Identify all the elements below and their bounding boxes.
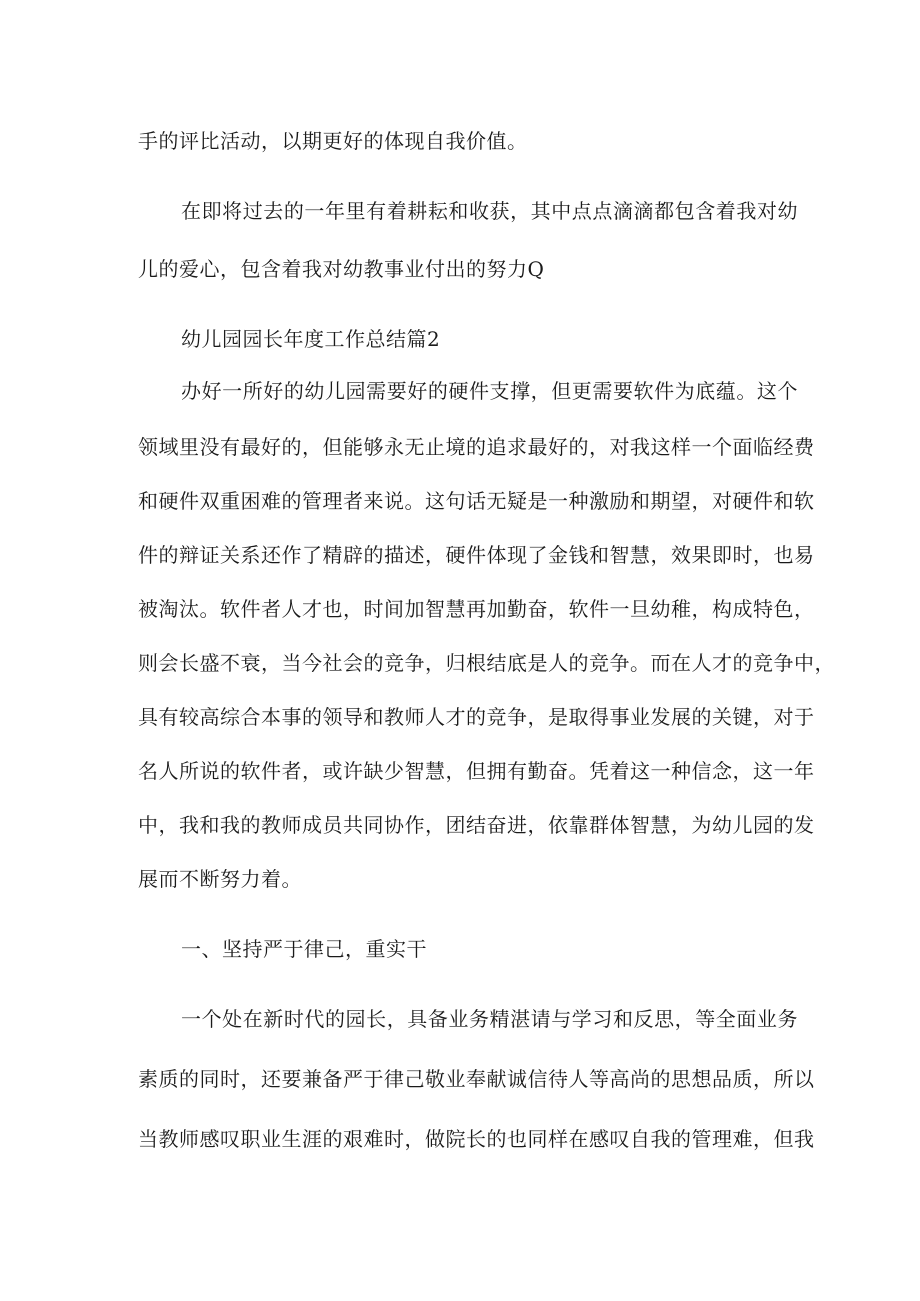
para3-line3: 当教师感叹职业生涯的艰难时，做院长的也同样在感叹自我的管理难，但我 [138, 1127, 815, 1151]
intro-tail-line: 手的评比活动，以期更好的体现自我价值。 [138, 129, 528, 153]
para2-line10: 展而不断努力着。 [138, 867, 302, 891]
para3-line1: 一个处在新时代的园长，具备业务精湛请与学习和反思，等全面业务 [181, 1007, 798, 1031]
para2-line6: 则会长盛不衰，当今社会的竞争，归根结底是人的竞争。而在人才的竞争中， [138, 651, 835, 675]
para2-line3: 和硬件双重困难的管理者来说。这句话无疑是一种激励和期望，对硬件和软 [138, 489, 815, 513]
para2-line5: 被淘汰。软件者人才也，时间加智慧再加勤奋，软件一旦幼稚，构成特色， [138, 597, 815, 621]
para3-line2: 素质的同时，还要兼备严于律己敬业奉献诚信待人等高尚的思想品质，所以 [138, 1067, 815, 1091]
section-title: 幼儿园园长年度工作总结篇2 [181, 327, 441, 351]
para2-line1: 办好一所好的幼儿园需要好的硬件支撑，但更需要软件为底蕴。这个 [181, 379, 798, 403]
para2-line8: 名人所说的软件者，或许缺少智慧，但拥有勤奋。凭着这一种信念，这一年 [138, 759, 815, 783]
heading-1: 一、坚持严于律己，重实干 [181, 937, 427, 961]
para2-line9: 中，我和我的教师成员共同协作，团结奋进，依靠群体智慧，为幼儿园的发 [138, 813, 815, 837]
para2-line7: 具有较高综合本事的领导和教师人才的竞争，是取得事业发展的关键，对于 [138, 705, 815, 729]
para1-line2: 儿的爱心，包含着我对幼教事业付出的努力Q [138, 257, 545, 281]
para2-line4: 件的辩证关系还作了精辟的描述，硬件体现了金钱和智慧，效果即时，也易 [138, 543, 815, 567]
para2-line2: 领域里没有最好的，但能够永无止境的追求最好的，对我这样一个面临经费 [138, 435, 815, 459]
para1-line1: 在即将过去的一年里有着耕耘和收获，其中点点滴滴都包含着我对幼 [181, 199, 798, 223]
